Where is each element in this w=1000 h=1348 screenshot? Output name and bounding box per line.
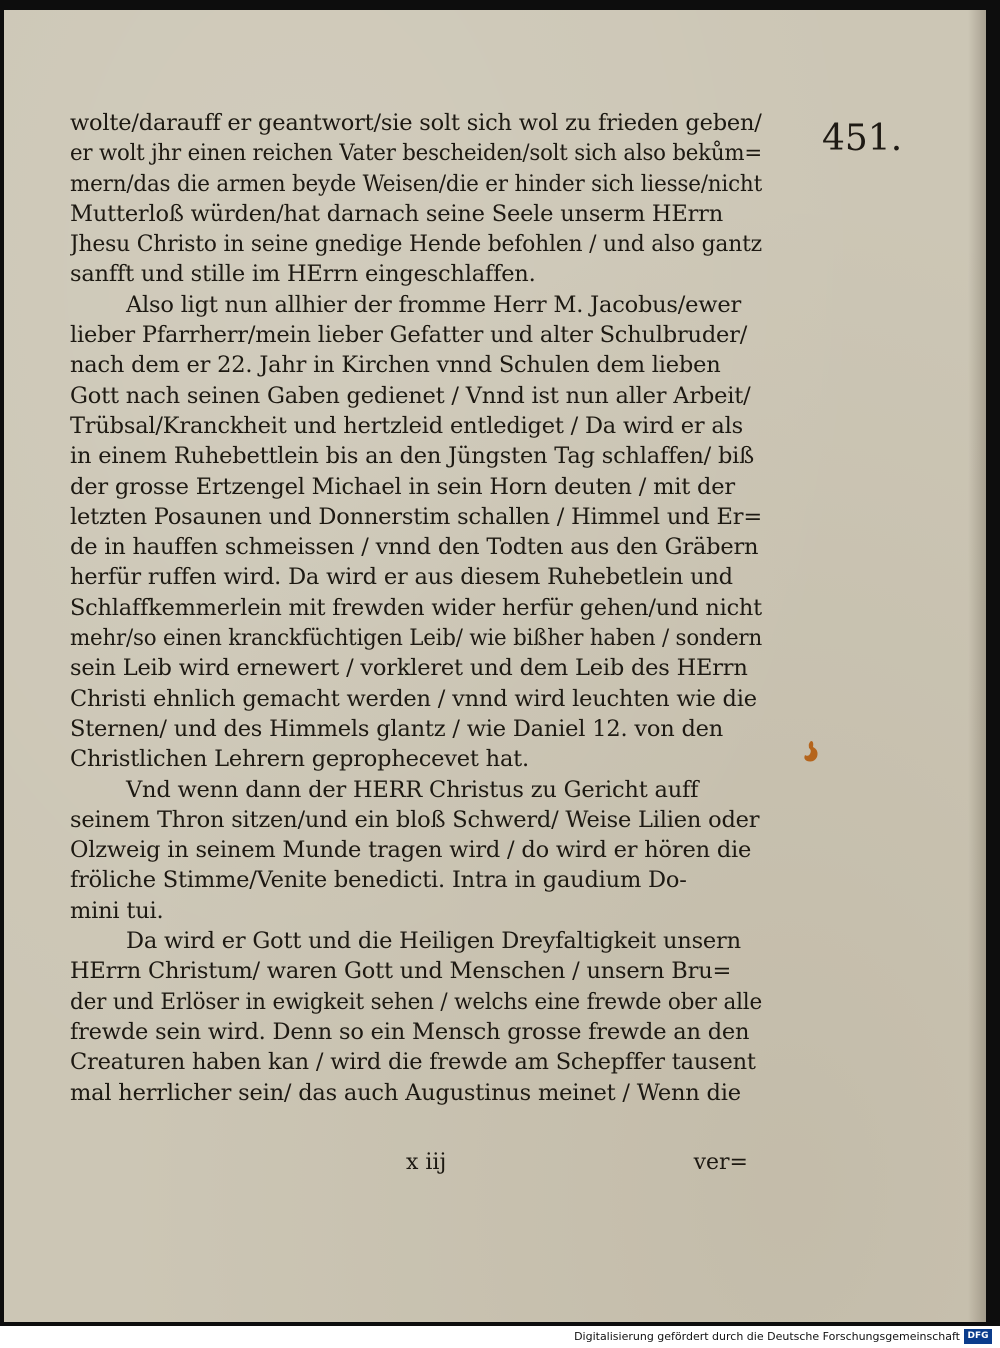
- text-line: Christi ehnlich gemacht werden / vnnd wird leuchten wie die: [70, 685, 757, 712]
- text-line: Creaturen haben kan / wird die frewde am Schepffer tausent: [70, 1049, 756, 1076]
- text-line: lieber Pfarrherr/mein lieber Gefatter und alter Schulbruder/: [70, 322, 748, 349]
- footer: [0, 1326, 1000, 1348]
- text-line: seinem Thron sitzen/und ein bloß Schwerd/ Weise Lilien oder: [70, 806, 760, 833]
- text-line: sein Leib wird ernewert / vorkleret und dem Leib des HErrn: [70, 655, 748, 682]
- text-line: mal herrlicher sein/ das auch Augustinus meinet / Wenn die: [70, 1079, 741, 1106]
- text-line: mehr/so einen kranckfüchtigen Leib/ wie bißher haben / sondern: [70, 625, 762, 652]
- text-line: Vnd wenn dann der HERR Christus zu Gericht auff: [126, 776, 699, 803]
- page-number: 451.: [822, 118, 903, 159]
- text-line: Christlichen Lehrern geprophecevet hat.: [70, 746, 529, 773]
- page-edge-shadow: [968, 10, 986, 1322]
- text-line: sanfft und stille im HErrn eingeschlaffen.: [70, 261, 536, 288]
- dfg-logo: DFG: [964, 1329, 992, 1344]
- ink-blot-mark: [797, 738, 825, 766]
- text-line: Also ligt nun allhier der fromme Herr M. Jacobus/ewer: [126, 291, 742, 318]
- text-line: Schlaffkemmerlein mit frewden wider herfür gehen/und nicht: [70, 594, 762, 621]
- text-line: Olzweig in seinem Munde tragen wird / do wird er hören die: [70, 837, 752, 864]
- text-line: Sternen/ und des Himmels glantz / wie Daniel 12. von den: [70, 715, 724, 742]
- text-line: HErrn Christum/ waren Gott und Menschen / unsern Bru=: [70, 958, 732, 985]
- text-line: der und Erlöser in ewigkeit sehen / welchs eine frewde ober alle: [70, 988, 762, 1015]
- text-line: mini tui.: [70, 897, 164, 924]
- signature-row: [70, 1150, 762, 1180]
- text-line: in einem Ruhebettlein bis an den Jüngsten Tag schlaffen/ biß: [70, 443, 755, 470]
- text-line: Da wird er Gott und die Heiligen Dreyfaltigkeit unsern: [126, 928, 741, 955]
- text-line: Gott nach seinen Gaben gedienet / Vnnd ist nun aller Arbeit/: [70, 382, 751, 409]
- funding-note: Digitalisierung gefördert durch die Deutsche Forschungsgemeinschaft: [574, 1330, 960, 1343]
- text-line: mern/das die armen beyde Weisen/die er hinder sich liesse/nicht: [70, 170, 762, 197]
- text-line: herfür ruffen wird. Da wird er aus diesem Ruhebetlein und: [70, 564, 733, 591]
- text-line: der grosse Ertzengel Michael in sein Horn deuten / mit der: [70, 473, 735, 500]
- text-line: fröliche Stimme/Venite benedicti. Intra in gaudium Do-: [70, 867, 687, 894]
- text-line: letzten Posaunen und Donnerstim schallen / Himmel und Er=: [70, 503, 762, 530]
- body-text: [70, 108, 762, 1108]
- text-line: Jhesu Christo in seine gnedige Hende befohlen / und also gantz: [70, 231, 762, 258]
- text-line: Trübsal/Kranckheit und hertzleid entlediget / Da wird er als: [70, 412, 743, 439]
- book-page: [4, 10, 986, 1322]
- text-line: Mutterloß würden/hat darnach seine Seele unserm HErrn: [70, 200, 723, 227]
- signature-mark: x iij: [406, 1150, 447, 1175]
- text-line: de in hauffen schmeissen / vnnd den Todten aus den Gräbern: [70, 534, 759, 561]
- catchword: ver=: [693, 1150, 748, 1175]
- text-line: wolte/darauff er geantwort/sie solt sich wol zu frieden geben/: [70, 110, 762, 136]
- text-line: nach dem er 22. Jahr in Kirchen vnnd Schulen dem lieben: [70, 352, 721, 379]
- text-line: er wolt jhr einen reichen Vater bescheiden/solt sich also bekům=: [70, 140, 762, 167]
- text-line: frewde sein wird. Denn so ein Mensch grosse frewde an den: [70, 1018, 750, 1045]
